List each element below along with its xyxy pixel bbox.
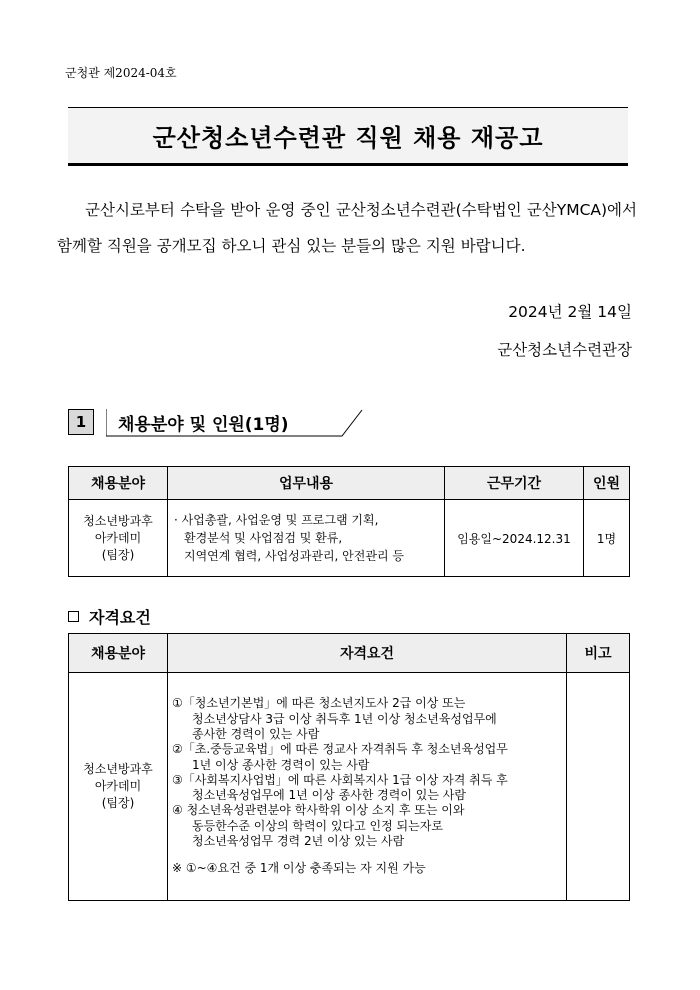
square-bullet-icon <box>68 611 79 622</box>
qualification-line: 1년 이상 종사한 경력이 있는 사람 <box>192 757 370 772</box>
header-qualifications: 자격요건 <box>168 634 567 673</box>
recruitment-table <box>68 466 630 577</box>
section2-heading: 자격요건 <box>89 608 151 627</box>
header-duties: 업무내용 <box>168 467 445 500</box>
eligibility-note: ※ ①~④요건 중 1개 이상 충족되는 자 지원 가능 <box>172 861 426 876</box>
qualifications-cell <box>168 673 567 901</box>
period-cell: 임용일~2024.12.31 <box>445 500 584 577</box>
header-field: 채용분야 <box>69 467 168 500</box>
intro-text: 군산시로부터 수탁을 받아 운영 중인 군산청소년수련관(수탁법인 군산YMCA)에서 함께할 직원을 공개모집 하오니 관심 있는 분들의 많은 지원 바랍니다. <box>57 201 637 255</box>
page-title: 군산청소년수련관 직원 채용 재공고 <box>68 107 628 166</box>
field-cell: 청소년방과후 아카데미 (팀장) <box>69 673 168 901</box>
qualification-line: ④ 청소년육성관련분야 학사학위 이상 소지 후 또는 이와 <box>172 803 465 818</box>
intro-paragraph <box>57 192 637 264</box>
header-count: 인원 <box>584 467 630 500</box>
table-row <box>69 673 630 901</box>
section1-heading-box <box>106 409 329 435</box>
qualification-line: 청소년상담사 3급 이상 취득후 1년 이상 청소년육성업무에 <box>192 711 497 726</box>
table-row <box>69 500 630 577</box>
qualification-line: ②「초.중등교육법」에 따른 정교사 자격취득 후 청소년육성업무 <box>172 742 508 757</box>
qualification-line: ①「청소년기본법」에 따른 청소년지도사 2급 이상 또는 <box>172 696 466 711</box>
field-cell: 청소년방과후 아카데미 (팀장) <box>69 500 168 577</box>
qualification-line: 동등한수준 이상의 학력이 있다고 인정 되는자로 <box>192 818 443 833</box>
section1-number: 1 <box>68 409 94 435</box>
duties-cell: · 사업총괄, 사업운영 및 프로그램 기획, 환경분석 및 사업점검 및 환류, 지역연계 협력, 사업성과관리, 안전관리 등 <box>168 500 445 577</box>
qualification-line: 종사한 경력이 있는 사람 <box>192 726 320 741</box>
count-cell: 1명 <box>584 500 630 577</box>
header-field: 채용분야 <box>69 634 168 673</box>
qualification-table <box>68 633 630 901</box>
section1-heading: 채용분야 및 인원(1명) <box>118 414 289 435</box>
section1-header <box>68 408 329 436</box>
document-number: 군청관 제2024-04호 <box>65 66 177 80</box>
qualification-line: ③「사회복지사업법」에 따른 사회복지사 1급 이상 자격 취득 후 <box>172 772 508 787</box>
qualification-line: 청소년육성업무 경력 2년 이상 있는 사람 <box>192 834 405 849</box>
header-period: 근무기간 <box>445 467 584 500</box>
issuer-name: 군산청소년수련관장 <box>497 341 632 359</box>
qualification-line: 청소년육성업무에 1년 이상 종사한 경력이 있는 사람 <box>192 788 466 803</box>
section2-header <box>68 605 151 628</box>
remark-cell <box>567 673 630 901</box>
announcement-date: 2024년 2월 14일 <box>508 303 632 321</box>
header-remark: 비고 <box>567 634 630 673</box>
